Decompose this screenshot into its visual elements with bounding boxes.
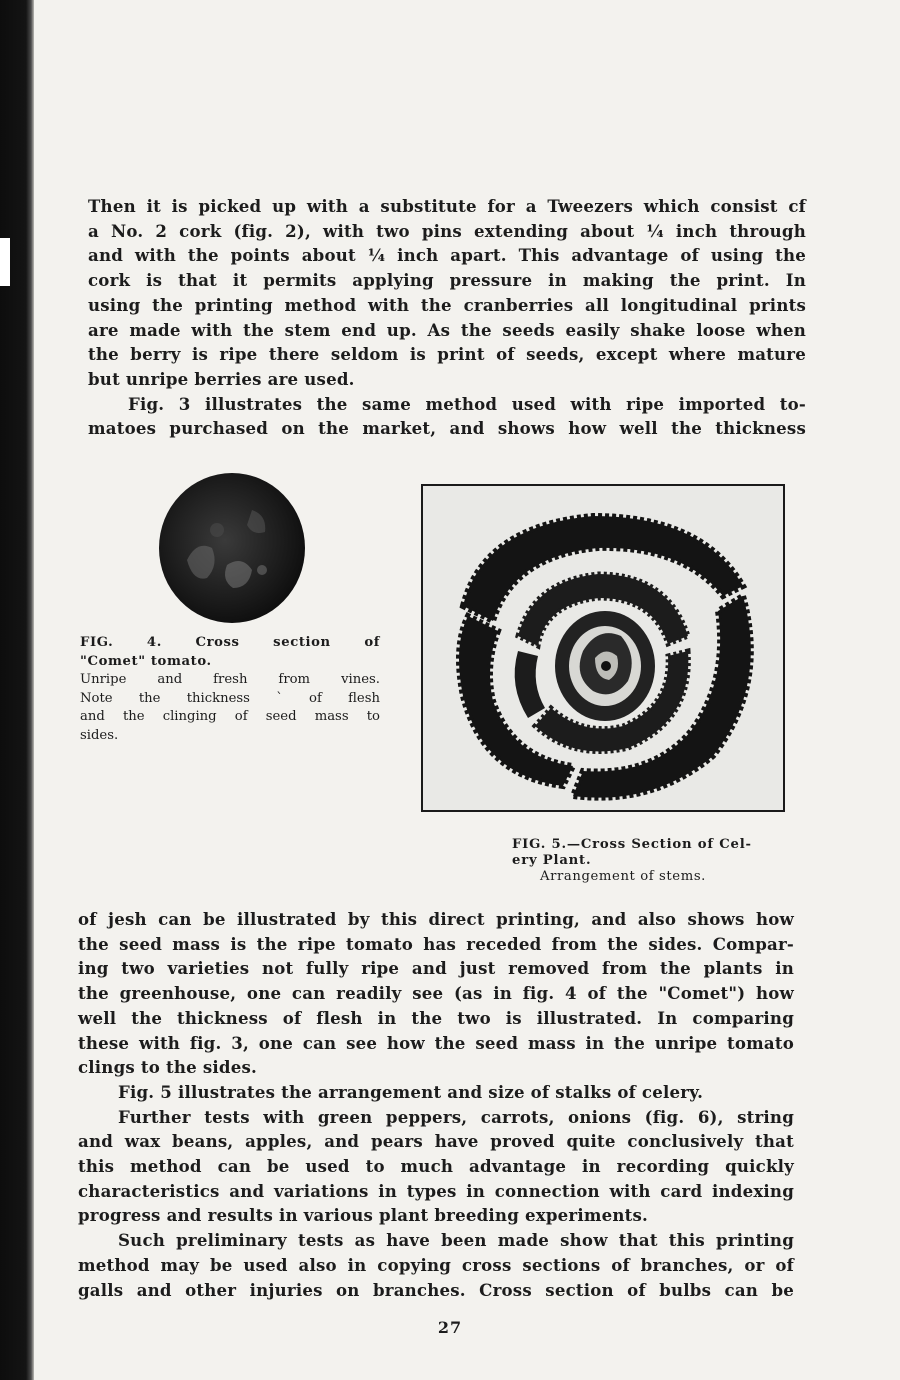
text-line: ing two varieties not fully ripe and just removed from the plants in [78,958,794,979]
text-line: are made with the stem end up. As the seeds easily shake loose when [88,319,806,340]
caption-heading-line: FIG. 5.—Cross Section of Cel- [512,837,752,852]
text-line: these with fig. 3, one can see how the seed mass in the unripe tomato [78,1032,794,1053]
page-number: 27 [437,1318,463,1337]
caption-body-line: Unripe and fresh from vines. [80,672,380,687]
celery-cross-section-figure [421,484,785,812]
text-line: cork is that it permits applying pressure in making the print. In [88,270,806,291]
tomato-cross-section-image [157,470,307,625]
text-line: Fig. 5 illustrates the arrangement and size of stalks of celery. [118,1081,704,1102]
book-binding-edge [0,0,34,1380]
text-line: the greenhouse, one can readily see (as in fig. 4 of the "Comet") how [78,983,794,1004]
text-line: and wax beans, apples, and pears have proved quite conclusively that [78,1131,794,1152]
caption-body-line: and the clinging of seed mass to [80,709,380,724]
text-line: progress and results in various plant breeding experiments. [78,1205,648,1226]
caption-body-line: Note the thickness ` of flesh [80,690,380,706]
caption-heading-line: FIG. 4. Cross section of [80,635,380,650]
text-line: this method can be used to much advantage in recording quickly [78,1156,794,1177]
text-line: a No. 2 cork (fig. 2), with two pins extending about ¼ inch through [88,220,806,241]
caption-heading-line: "Comet" tomato. [80,653,212,669]
caption-body-line: sides. [80,727,119,743]
text-line: the berry is ripe there seldom is print of seeds, except where mature [88,344,806,365]
text-line: Further tests with green peppers, carrots, onions (fig. 6), string [118,1106,794,1127]
figure-4-caption [80,634,380,745]
text-line: of jesh can be illustrated by this direct printing, and also shows how [78,909,794,929]
text-line: method may be used also in copying cross sections of branches, or of [78,1254,794,1275]
paragraph-bottom [78,907,794,1302]
celery-cross-section-image [423,486,783,810]
text-line: well the thickness of flesh in the two is illustrated. In comparing [78,1007,794,1028]
text-line: characteristics and variations in types in connection with card indexing [78,1180,794,1201]
binding-tab [0,238,10,286]
paragraph-top [88,194,806,441]
text-line: but unripe berries are used. [88,368,355,389]
text-line: galls and other injuries on branches. Cross section of bulbs can be [78,1279,794,1300]
text-line: and with the points about ¼ inch apart. This advantage of using the [88,245,806,266]
text-line: using the printing method with the cranberries all longitudinal prints [88,294,806,315]
text-line: the seed mass is the ripe tomato has receded from the sides. Compar- [78,933,794,954]
text-line: Such preliminary tests as have been made show that this printing [118,1230,794,1251]
caption-heading-line: ery Plant. [512,853,592,868]
figure-5-caption [512,837,796,885]
text-line: matoes purchased on the market, and shows how well the thickness [88,418,806,439]
text-line: Fig. 3 illustrates the same method used with ripe imported to- [128,393,806,414]
text-line: clings to the sides. [78,1057,257,1078]
text-line: Then it is picked up with a substitute for a Tweezers which consist cf [88,196,806,216]
caption-body-line: Arrangement of stems. [540,869,706,884]
